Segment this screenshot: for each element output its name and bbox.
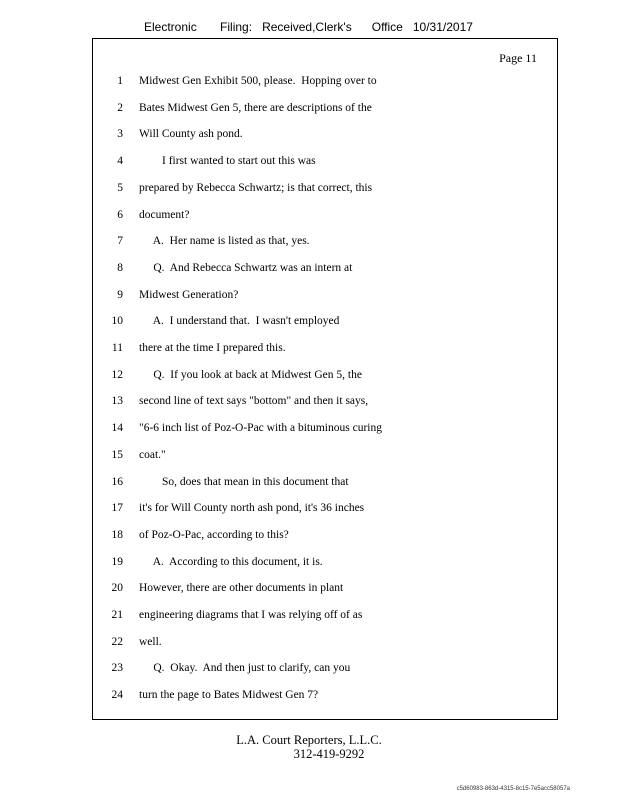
line-number: 14	[111, 422, 123, 435]
transcript-line	[93, 502, 559, 518]
line-number: 16	[111, 475, 123, 488]
transcript-line	[93, 689, 559, 705]
transcript-line	[93, 75, 559, 91]
line-text: Midwest Gen Exhibit 500, please. Hopping over to	[139, 75, 377, 87]
transcript-line	[93, 395, 559, 411]
line-number: 18	[111, 528, 123, 541]
line-text: it's for Will County north ash pond, it's 36 inches	[139, 502, 365, 515]
transcript-line	[93, 476, 559, 492]
transcript-line	[93, 209, 559, 225]
transcript-line	[93, 662, 559, 678]
line-text: Bates Midwest Gen 5, there are descriptions of the	[139, 101, 372, 114]
line-number: 4	[117, 155, 123, 168]
line-number: 8	[117, 261, 123, 274]
line-number: 6	[117, 208, 123, 221]
transcript-line	[93, 529, 559, 545]
filing-header	[144, 20, 473, 34]
footer	[0, 733, 618, 761]
line-number: 1	[117, 75, 123, 87]
line-text: prepared by Rebecca Schwartz; is that correct, this	[139, 181, 373, 194]
line-text: A. Her name is listed as that, yes.	[139, 235, 310, 248]
line-text: Midwest Generation?	[139, 288, 239, 301]
header-electronic: Electronic	[144, 20, 197, 34]
line-text: However, there are other documents in plant	[139, 582, 344, 595]
line-number: 24	[111, 689, 123, 702]
line-text: turn the page to Bates Midwest Gen 7?	[139, 689, 319, 702]
line-number: 19	[111, 555, 123, 568]
transcript-line	[93, 182, 559, 198]
transcript-line	[93, 422, 559, 438]
line-text: Q. Okay. And then just to clarify, can you	[139, 662, 351, 675]
transcript-line	[93, 582, 559, 598]
line-number: 20	[111, 582, 123, 595]
line-number: 3	[117, 128, 123, 141]
transcript-line	[93, 262, 559, 278]
line-number: 13	[111, 395, 123, 408]
line-text: Q. And Rebecca Schwartz was an intern at	[139, 261, 353, 274]
line-number: 15	[111, 448, 123, 461]
line-number: 2	[117, 101, 123, 114]
transcript-line	[93, 289, 559, 305]
transcript-page	[92, 38, 558, 720]
line-text: "6-6 inch list of Poz-O-Pac with a bituminous curing	[139, 422, 382, 435]
line-number: 10	[111, 315, 123, 328]
line-number: 12	[111, 368, 123, 381]
header-date: 10/31/2017	[412, 20, 473, 34]
transcript-line	[93, 609, 559, 625]
transcript-line	[93, 449, 559, 465]
footer-phone: 312-419-9292	[293, 747, 365, 761]
transcript-line	[93, 556, 559, 572]
line-text: engineering diagrams that I was relying off of as	[139, 609, 363, 621]
line-number: 7	[117, 235, 123, 248]
header-filing: Filing:	[220, 20, 253, 34]
page-number: Page 11	[499, 51, 537, 65]
transcript-line	[93, 235, 559, 251]
line-number: 22	[111, 635, 123, 648]
transcript-line	[93, 155, 559, 171]
transcript-line	[93, 636, 559, 652]
transcript-line	[93, 315, 559, 331]
line-text: A. According to this document, it is.	[139, 555, 323, 568]
line-number: 17	[111, 502, 123, 515]
header-received: Received,Clerk's	[262, 20, 352, 34]
transcript-line	[93, 102, 559, 118]
line-text: second line of text says "bottom" and then it says,	[139, 395, 369, 408]
line-number: 11	[111, 342, 123, 354]
line-text: document?	[139, 208, 190, 221]
line-text: A. I understand that. I wasn't employed	[139, 315, 340, 328]
document-hash: c5d60983-863d-4315-8c15-7e5acc58057a	[456, 786, 570, 792]
transcript-line	[93, 369, 559, 385]
footer-company: L.A. Court Reporters, L.L.C.	[236, 733, 382, 747]
line-number: 9	[117, 288, 123, 301]
line-text: of Poz-O-Pac, according to this?	[139, 528, 289, 541]
transcript-line	[93, 342, 559, 358]
header-office: Office	[371, 20, 403, 34]
line-text: well.	[139, 635, 162, 648]
transcript-line	[93, 128, 559, 144]
line-number: 5	[117, 181, 123, 194]
line-text: Q. If you look at back at Midwest Gen 5, the	[139, 368, 362, 381]
line-text: coat."	[139, 448, 166, 461]
line-number: 21	[111, 609, 123, 621]
line-text: there at the time I prepared this.	[139, 342, 286, 354]
line-text: Will County ash pond.	[139, 128, 243, 141]
line-text: So, does that mean in this document that	[139, 475, 349, 488]
line-text: I first wanted to start out this was	[139, 155, 316, 168]
line-number: 23	[111, 662, 123, 675]
